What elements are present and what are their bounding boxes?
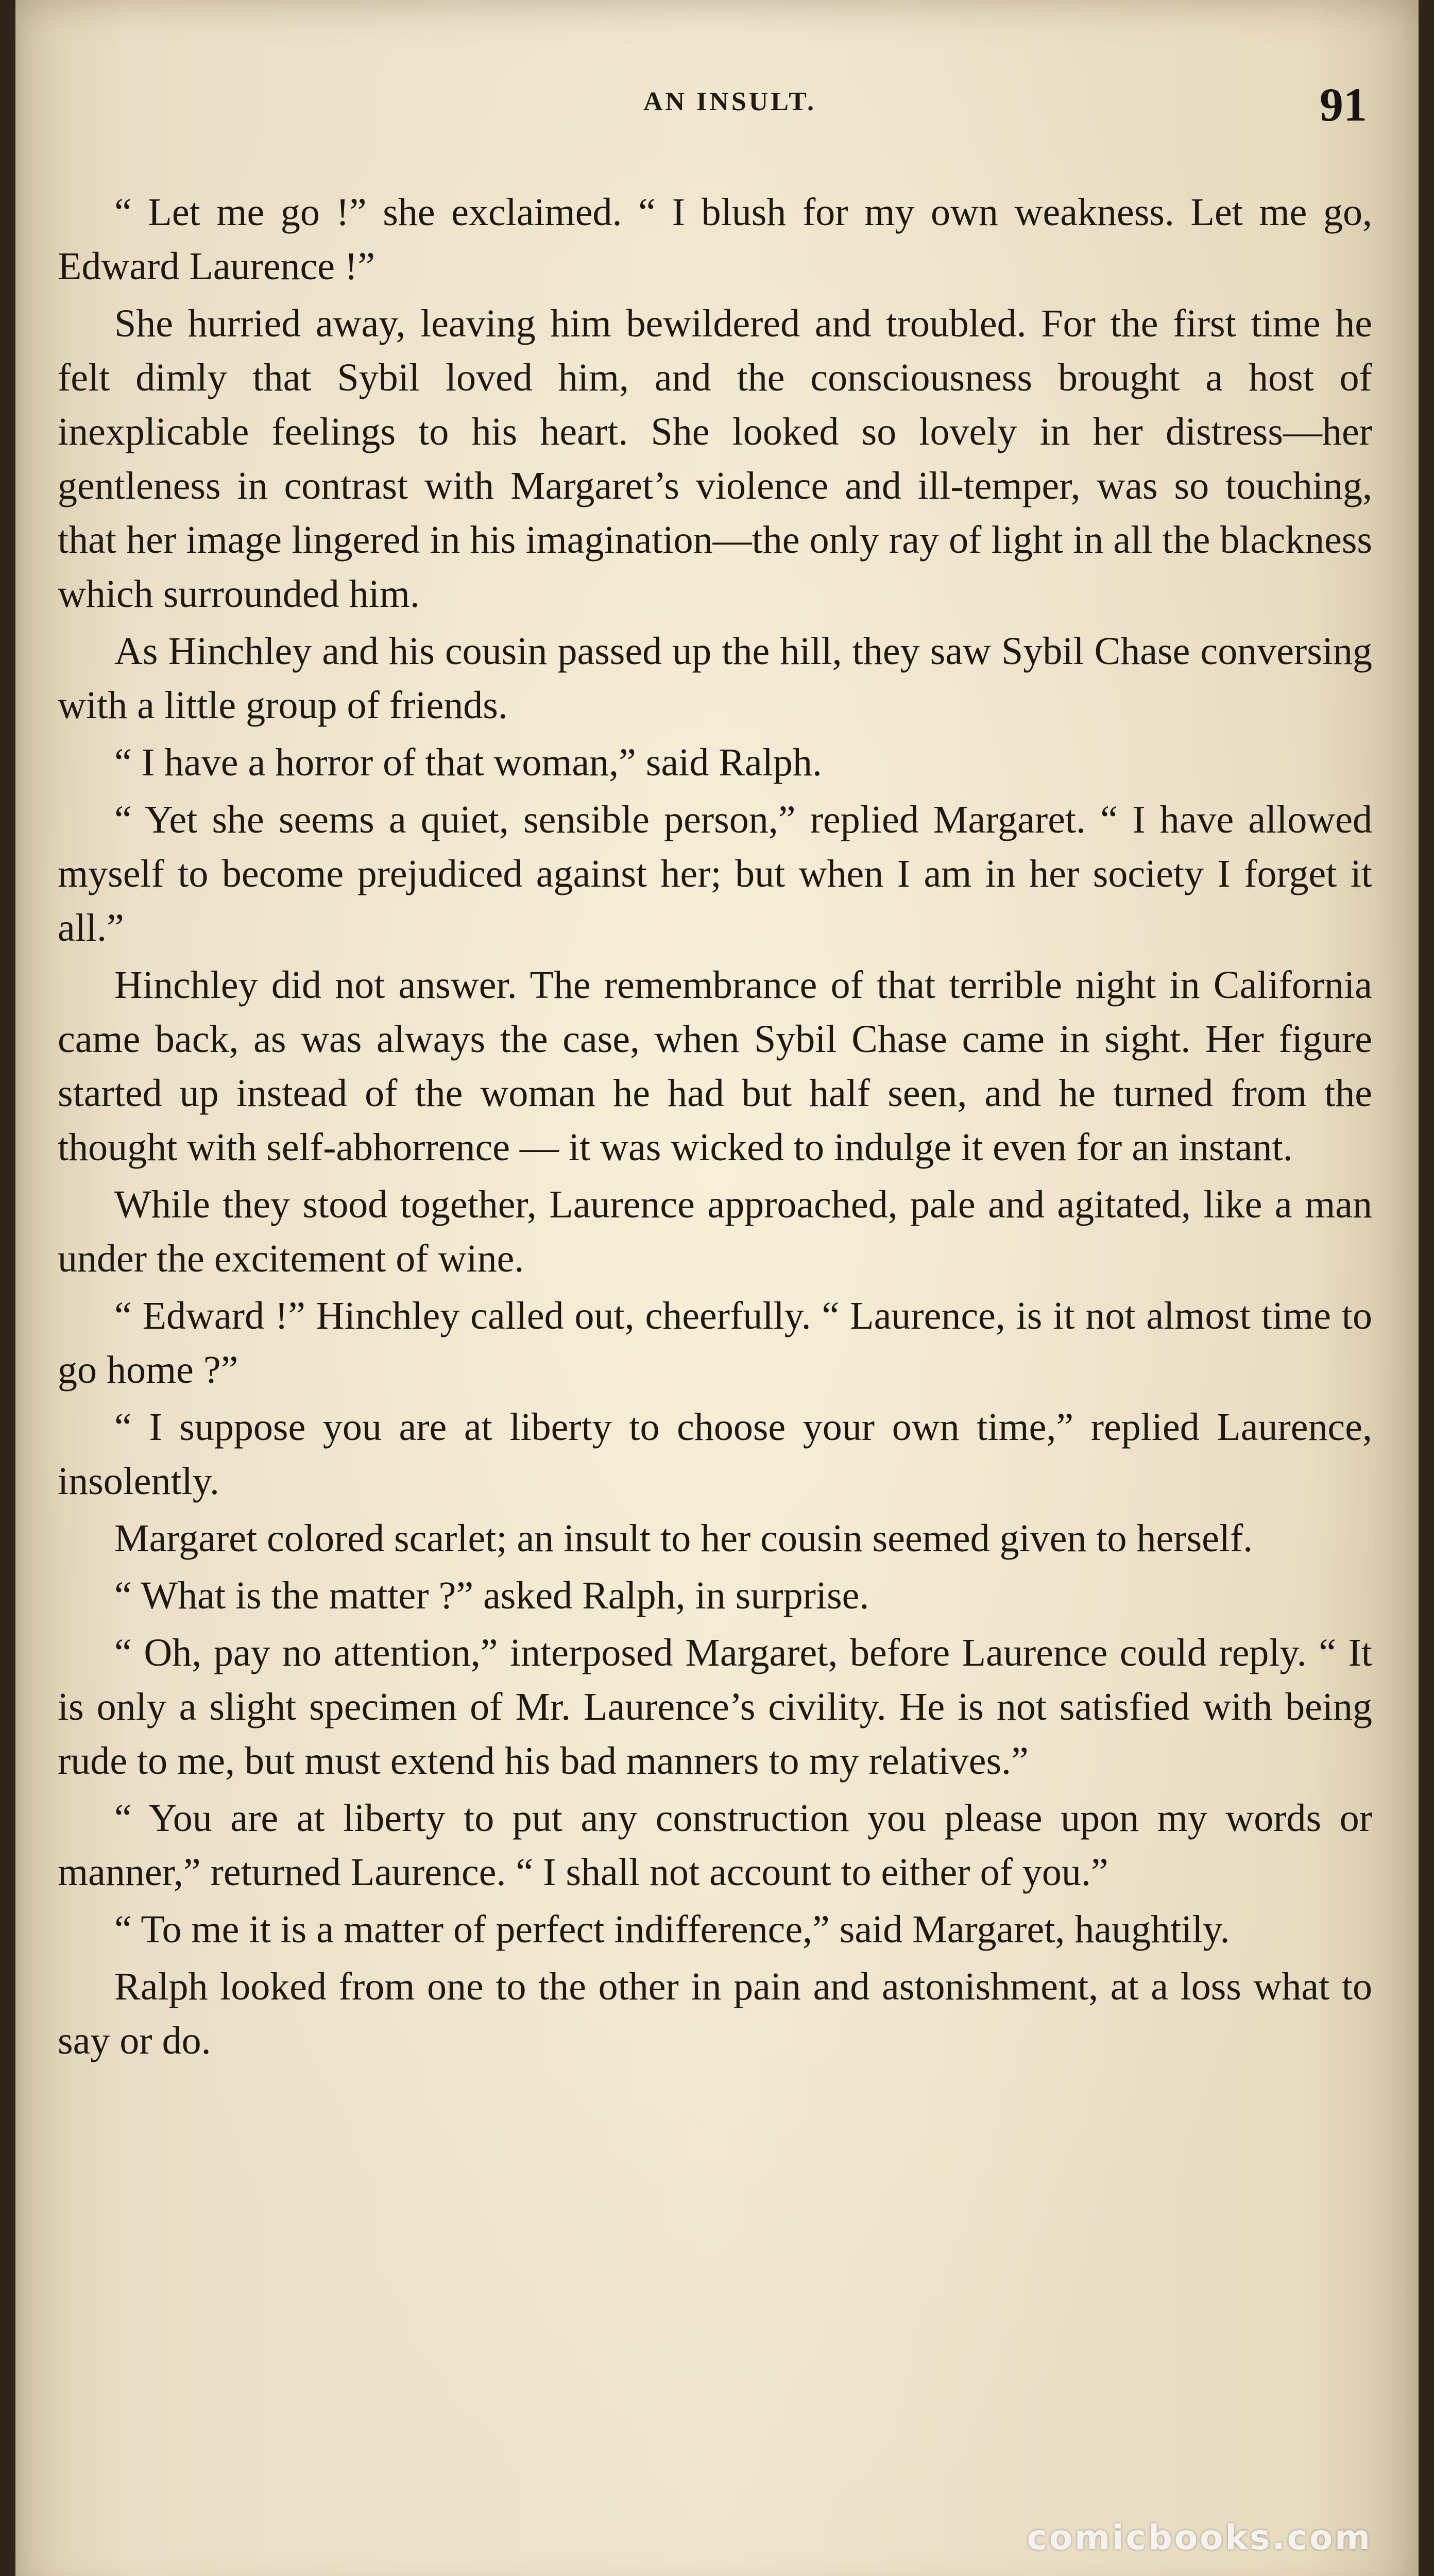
paragraph: Ralph looked from one to the other in pain and astonishment, at a loss what to say or do.: [58, 1965, 1372, 2062]
paragraph: “ What is the matter ?” asked Ralph, in surprise.: [114, 1574, 869, 1617]
page-header: [93, 77, 1367, 139]
book-page: [15, 0, 1419, 2576]
paragraph: “ You are at liberty to put any construction you please upon my words or manner,” returned Laurence. “ I shall not account to either of you.”: [58, 1797, 1372, 1894]
paragraph: While they stood together, Laurence approached, pale and agitated, like a man under the excitement of wine.: [58, 1183, 1372, 1280]
watermark: comicbooks.com: [1027, 2518, 1372, 2557]
paragraph: Hinchley did not answer. The remembrance of that terrible night in California came back, as was always the case, when Sybil Chase came in sight. Her figure started up instead of the woman he had but half seen, and he turned from the thought with self-abhorrence — it was wicked to indulge it even for an instant.: [58, 963, 1372, 1169]
paragraph: “ Yet she seems a quiet, sensible person,” replied Margaret. “ I have allowed myself to become prejudiced against her; but when I am in her society I forget it all.”: [58, 798, 1372, 950]
paragraph: “ Let me go !” she exclaimed. “ I blush for my own weakness. Let me go, Edward Laurence !”: [58, 191, 1372, 288]
paragraph: “ Oh, pay no attention,” interposed Margaret, before Laurence could reply. “ It is only a slight specimen of Mr. Laurence’s civility. He is not satisfied with being rude to me, but must extend his bad manners to my relatives.”: [58, 1631, 1372, 1783]
running-title: AN INSULT.: [643, 87, 817, 116]
paragraph: “ I have a horror of that woman,” said Ralph.: [114, 741, 822, 784]
paragraph: “ Edward !” Hinchley called out, cheerfully. “ Laurence, is it not almost time to go home ?”: [58, 1294, 1372, 1392]
paragraph: She hurried away, leaving him bewildered and troubled. For the first time he felt dimly that Sybil loved him, and the consciousness brought a host of inexplicable feelings to his heart. She looked so lovely in her distress—her gentleness in contrast with Margaret’s violence and ill-temper, was so touching, that her image lingered in his imagination—the only ray of light in all the blackness which surrounded him.: [58, 302, 1372, 616]
paragraph: Margaret colored scarlet; an insult to her cousin seemed given to herself.: [114, 1517, 1253, 1560]
body-text: [58, 185, 1372, 2071]
paragraph: As Hinchley and his cousin passed up the hill, they saw Sybil Chase conversing with a little group of friends.: [58, 630, 1372, 727]
paragraph: “ To me it is a matter of perfect indifference,” said Margaret, haughtily.: [114, 1908, 1230, 1951]
page-number: 91: [1320, 78, 1367, 131]
paragraph: “ I suppose you are at liberty to choose your own time,” replied Laurence, insolently.: [58, 1405, 1372, 1503]
